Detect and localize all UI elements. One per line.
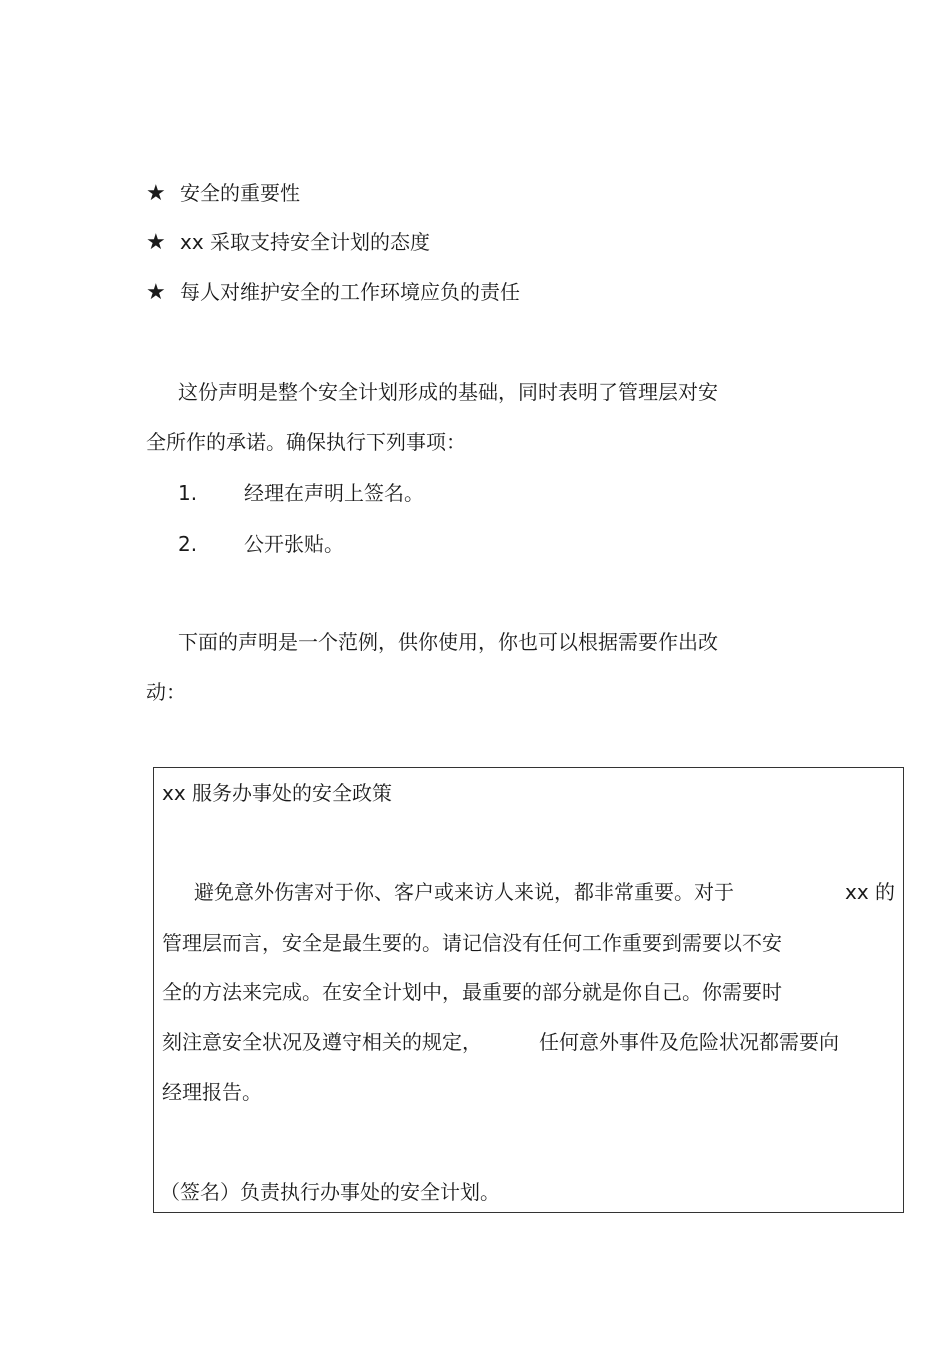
item-number: 2. xyxy=(178,532,198,556)
bullet-text: 安全的重要性 xyxy=(180,181,300,205)
signature-line: （签名）负责执行办事处的安全计划。 xyxy=(160,1180,500,1204)
bullet-text: xx 采取支持安全计划的态度 xyxy=(180,230,431,254)
policy-body-line: 全的方法来完成。在安全计划中，最重要的部分就是你自己。你需要时 xyxy=(162,980,782,1004)
policy-box xyxy=(153,767,904,1213)
paragraph-line: 动： xyxy=(146,680,186,704)
policy-body-line-tail: xx 的 xyxy=(845,880,896,904)
star-icon: ★ xyxy=(146,230,166,255)
item-number: 1. xyxy=(178,481,198,505)
policy-body-line: 管理层而言，安全是最生要的。请记信没有任何工作重要到需要以不安 xyxy=(162,931,782,955)
policy-title: xx 服务办事处的安全政策 xyxy=(162,781,393,805)
star-icon: ★ xyxy=(146,181,166,206)
numbered-item xyxy=(0,481,950,505)
bullet-item xyxy=(146,181,300,206)
star-icon: ★ xyxy=(146,280,166,305)
item-text: 公开张贴。 xyxy=(244,532,344,556)
item-text: 经理在声明上签名。 xyxy=(244,481,424,505)
bullet-item xyxy=(146,230,430,255)
numbered-item xyxy=(0,532,950,556)
policy-body-line: 任何意外事件及危险状况都需要向 xyxy=(539,1030,839,1054)
paragraph-line: 这份声明是整个安全计划形成的基础，同时表明了管理层对安 xyxy=(178,380,718,404)
policy-body-line: 刻注意安全状况及遵守相关的规定， xyxy=(162,1030,482,1054)
paragraph-line: 下面的声明是一个范例，供你使用，你也可以根据需要作出改 xyxy=(178,630,718,654)
paragraph-line: 全所作的承诺。确保执行下列事项： xyxy=(146,430,466,454)
bullet-text: 每人对维护安全的工作环境应负的责任 xyxy=(180,280,520,304)
policy-body-line: 避免意外伤害对于你、客户或来访人来说，都非常重要。对于 xyxy=(194,880,734,904)
bullet-item xyxy=(146,280,520,305)
policy-body-line: 经理报告。 xyxy=(162,1080,262,1104)
